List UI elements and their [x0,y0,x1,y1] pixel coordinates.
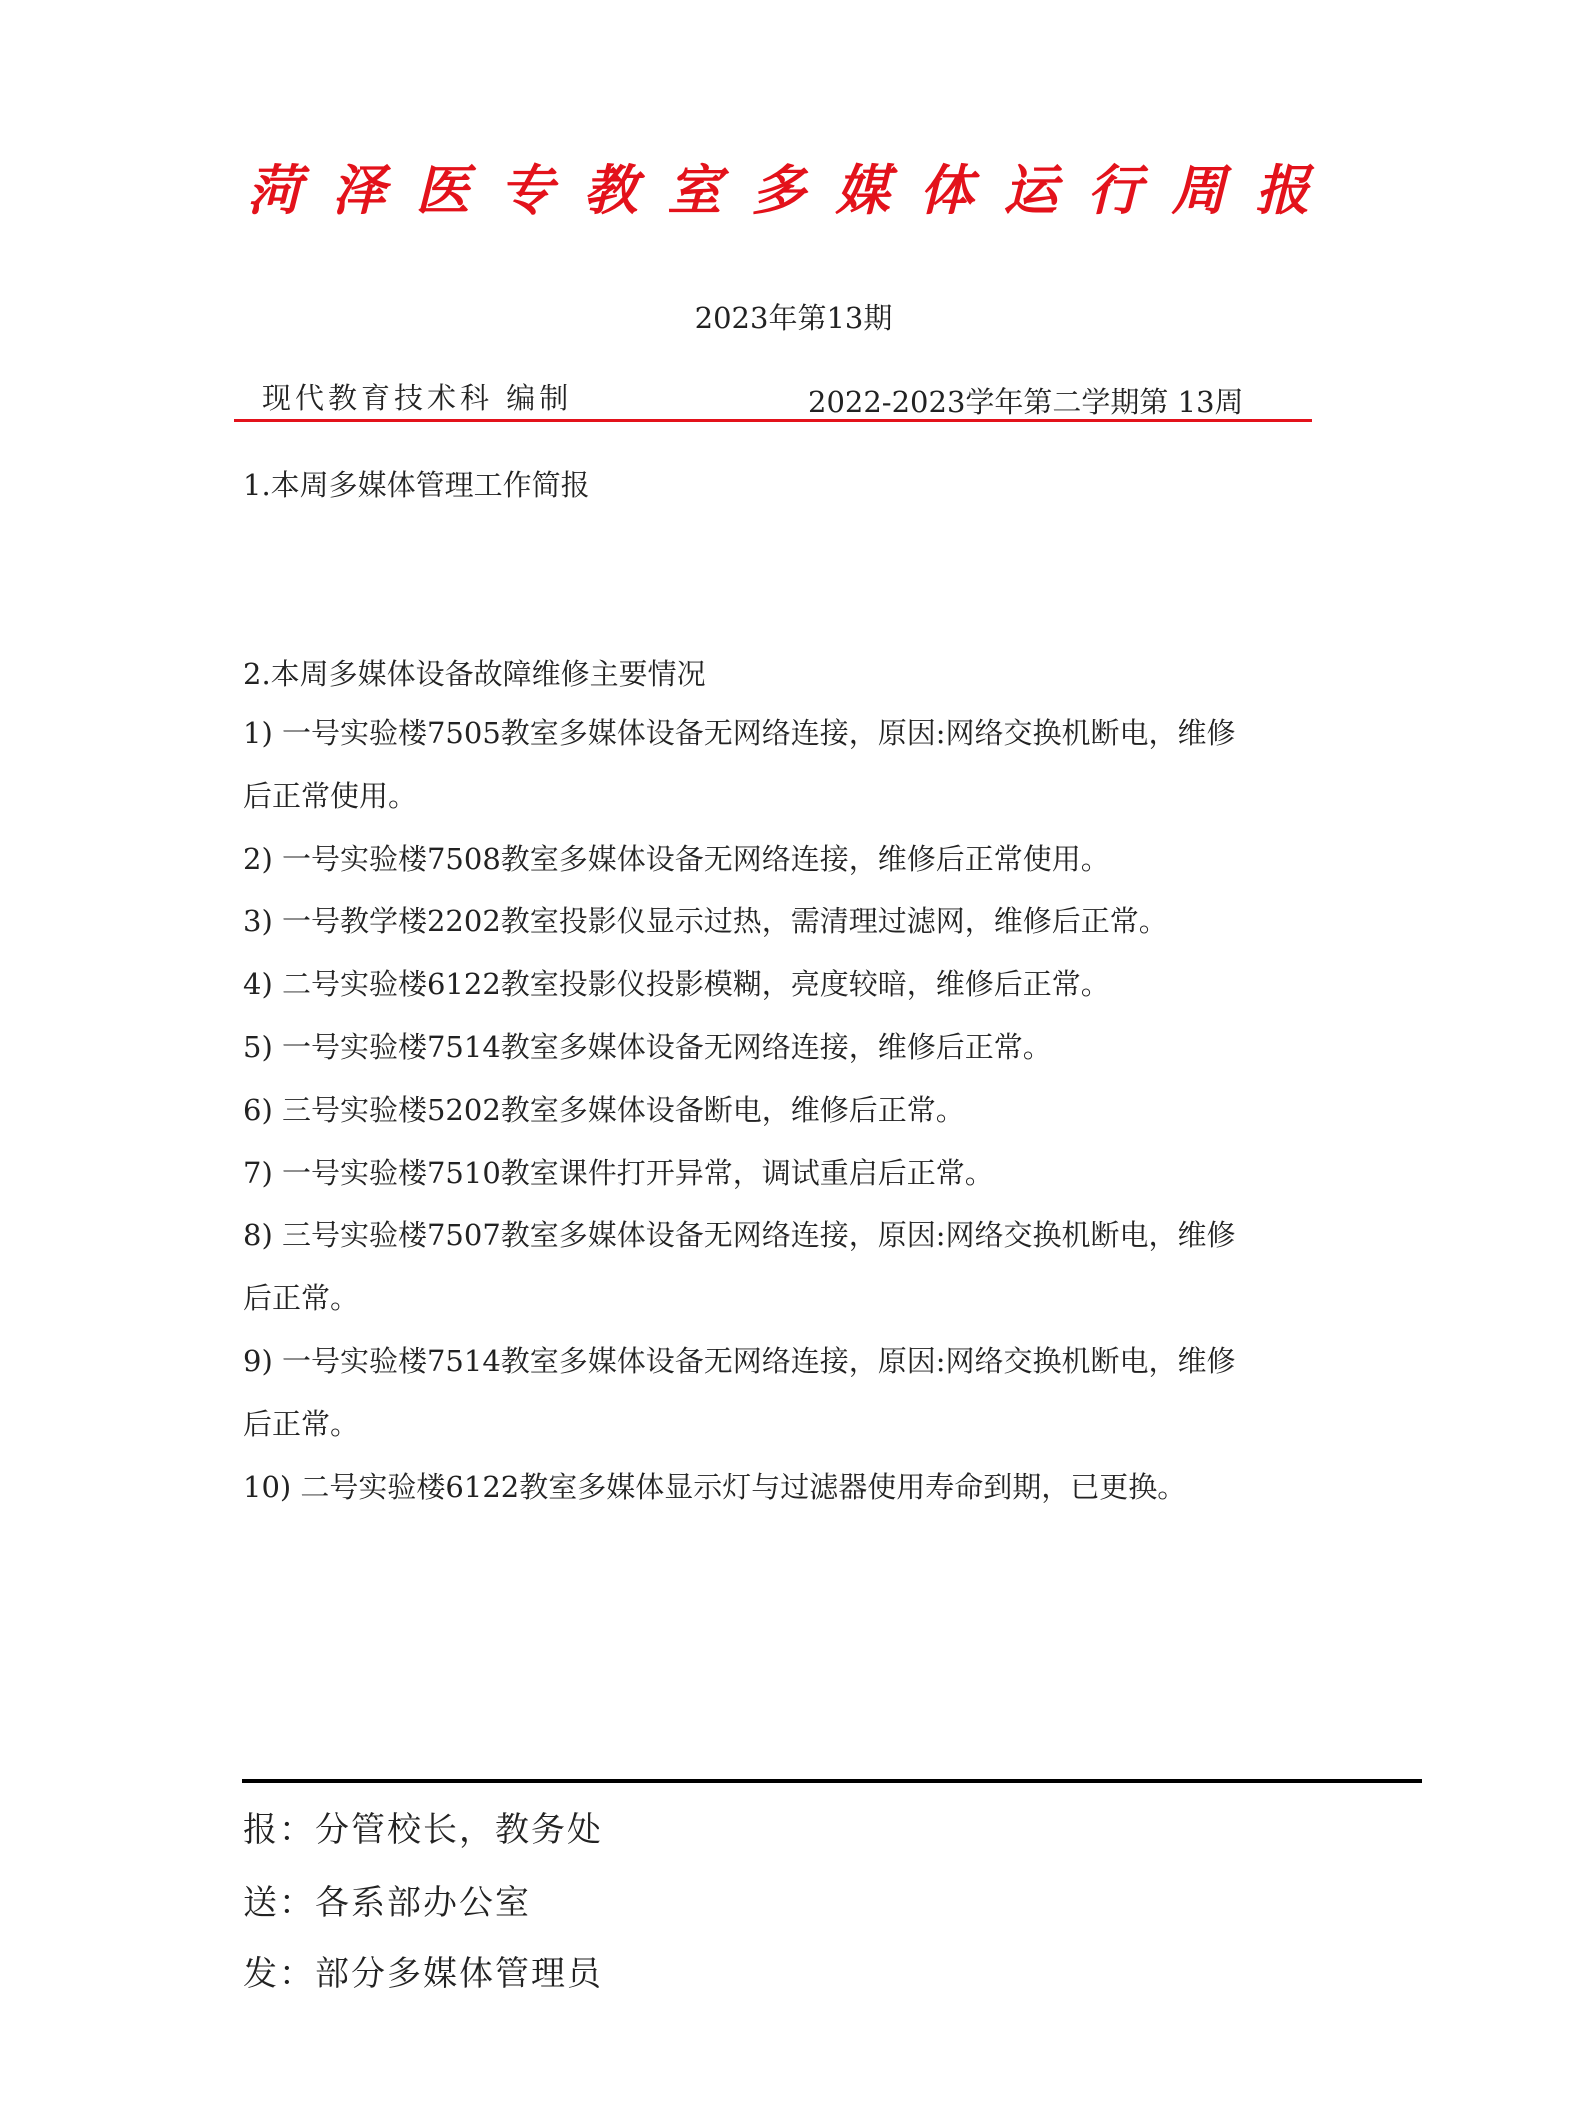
report-title: 菏泽医专教室多媒体运行周报 [247,158,1340,222]
repair-line: 后正常。 [243,1281,360,1316]
issue-number: 2023年第13期 [694,301,893,335]
issue-to: 发：部分多媒体管理员 [243,1954,603,1994]
section-1-heading: 1.本周多媒体管理工作简报 [243,468,590,502]
repair-line: 10) 二号实验楼6122教室多媒体显示灯与过滤器使用寿命到期，已更换。 [243,1469,1187,1504]
repair-line: 3) 一号教学楼2202教室投影仪显示过热，需清理过滤网，维修后正常。 [243,904,1168,939]
repair-line: 后正常。 [243,1406,360,1441]
repair-line: 5) 一号实验楼7514教室多媒体设备无网络连接，维修后正常。 [243,1029,1052,1064]
header-divider [234,419,1312,422]
repair-line: 8) 三号实验楼7507教室多媒体设备无网络连接，原因:网络交换机断电，维修 [243,1218,1236,1253]
repair-line: 7) 一号实验楼7510教室课件打开异常，调试重启后正常。 [243,1155,994,1190]
repair-line: 9) 一号实验楼7514教室多媒体设备无网络连接，原因:网络交换机断电，维修 [243,1343,1236,1378]
footer-divider [242,1779,1422,1783]
report-to: 报：分管校长，教务处 [243,1810,603,1850]
repair-line: 1) 一号实验楼7505教室多媒体设备无网络连接，原因:网络交换机断电，维修 [243,716,1236,750]
repair-line: 后正常使用。 [243,778,418,813]
editor-department: 现代教育技术科 编制 [262,381,573,415]
repair-line: 2) 一号实验楼7508教室多媒体设备无网络连接，维修后正常使用。 [243,841,1110,876]
academic-week: 2022-2023学年第二学期第 13周 [808,385,1244,419]
repair-list [243,702,1373,1518]
send-to: 送：各系部办公室 [243,1883,531,1923]
repair-line: 6) 三号实验楼5202教室多媒体设备断电，维修后正常。 [243,1092,965,1127]
repair-line: 4) 二号实验楼6122教室投影仪投影模糊，亮度较暗，维修后正常。 [243,967,1110,1002]
section-2-heading: 2.本周多媒体设备故障维修主要情况 [243,657,706,691]
